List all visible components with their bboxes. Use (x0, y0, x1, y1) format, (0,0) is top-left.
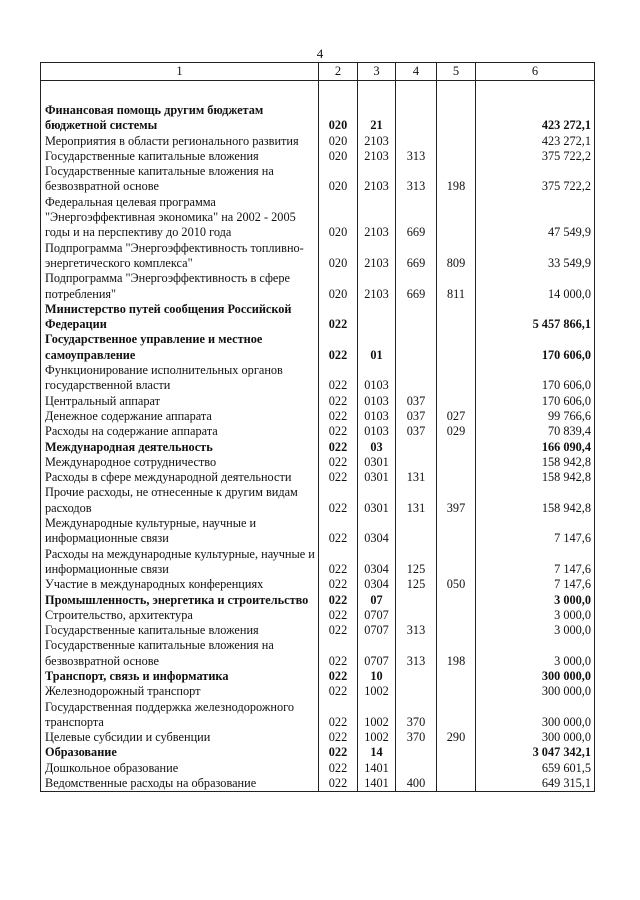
row-code-expense (437, 745, 476, 760)
row-amount: 3 000,0 (476, 623, 595, 638)
row-code-expense (437, 608, 476, 623)
row-code-section: 022 (319, 516, 358, 547)
table-row (41, 363, 595, 394)
row-code-expense: 290 (437, 730, 476, 745)
row-code-target: 037 (396, 409, 437, 424)
table-row (41, 485, 595, 516)
row-code-target: 037 (396, 424, 437, 439)
row-code-section: 022 (319, 776, 358, 792)
row-code-subsection: 1002 (358, 684, 396, 699)
row-code-target (396, 684, 437, 699)
table-row (41, 134, 595, 149)
row-code-subsection: 0103 (358, 424, 396, 439)
row-code-expense: 809 (437, 241, 476, 272)
row-code-expense (437, 684, 476, 699)
row-name: Транспорт, связь и информатика (41, 669, 319, 684)
table-row (41, 409, 595, 424)
row-code-section: 022 (319, 684, 358, 699)
row-code-target (396, 593, 437, 608)
row-amount: 170 606,0 (476, 363, 595, 394)
row-amount: 659 601,5 (476, 761, 595, 776)
row-code-target (396, 608, 437, 623)
row-amount: 375 722,2 (476, 164, 595, 195)
header-col-2: 2 (319, 63, 358, 81)
row-code-subsection: 14 (358, 745, 396, 760)
row-code-expense: 050 (437, 577, 476, 592)
row-amount: 158 942,8 (476, 470, 595, 485)
row-code-expense (437, 669, 476, 684)
row-amount: 7 147,6 (476, 516, 595, 547)
row-code-expense (437, 394, 476, 409)
table-row (41, 302, 595, 333)
row-code-target (396, 440, 437, 455)
row-code-subsection: 1401 (358, 761, 396, 776)
table-row (41, 516, 595, 547)
row-name: Государственные капитальные вложения на безвозвратной основе (41, 638, 319, 669)
row-name: Промышленность, энергетика и строительство (41, 593, 319, 608)
table-row (41, 761, 595, 776)
row-amount: 170 606,0 (476, 332, 595, 363)
row-name: Подпрограмма "Энергоэффективность в сфере потребления" (41, 271, 319, 302)
row-code-expense (437, 440, 476, 455)
row-amount: 3 047 342,1 (476, 745, 595, 760)
row-name: Прочие расходы, не отнесенные к другим видам расходов (41, 485, 319, 516)
row-code-subsection: 10 (358, 669, 396, 684)
row-code-section: 022 (319, 730, 358, 745)
row-code-subsection: 0103 (358, 409, 396, 424)
row-code-section: 022 (319, 302, 358, 333)
row-code-expense: 198 (437, 164, 476, 195)
row-amount: 300 000,0 (476, 684, 595, 699)
row-code-target (396, 516, 437, 547)
row-code-subsection: 0707 (358, 623, 396, 638)
row-amount: 300 000,0 (476, 700, 595, 731)
row-code-section: 020 (319, 103, 358, 134)
row-code-section: 022 (319, 577, 358, 592)
row-amount: 3 000,0 (476, 608, 595, 623)
row-code-subsection: 1002 (358, 730, 396, 745)
row-amount: 300 000,0 (476, 730, 595, 745)
row-code-expense: 397 (437, 485, 476, 516)
row-code-section: 022 (319, 332, 358, 363)
row-name: Ведомственные расходы на образование (41, 776, 319, 792)
row-amount: 5 457 866,1 (476, 302, 595, 333)
row-name: Государственное управление и местное самоуправление (41, 332, 319, 363)
header-col-3: 3 (358, 63, 396, 81)
row-code-target: 125 (396, 577, 437, 592)
row-amount: 99 766,6 (476, 409, 595, 424)
row-code-section: 022 (319, 745, 358, 760)
row-code-target: 370 (396, 700, 437, 731)
row-code-target: 313 (396, 149, 437, 164)
row-name: Функционирование исполнительных органов государственной власти (41, 363, 319, 394)
row-name: Министерство путей сообщения Российской Федерации (41, 302, 319, 333)
table-row (41, 271, 595, 302)
row-code-target: 669 (396, 195, 437, 241)
row-code-subsection: 0707 (358, 638, 396, 669)
row-code-section: 022 (319, 638, 358, 669)
row-name: Финансовая помощь другим бюджетам бюджетной системы (41, 103, 319, 134)
spacer-cell (41, 81, 319, 104)
table-row (41, 149, 595, 164)
row-code-section: 022 (319, 700, 358, 731)
row-name: Образование (41, 745, 319, 760)
row-code-target: 370 (396, 730, 437, 745)
row-code-section: 020 (319, 271, 358, 302)
table-row (41, 593, 595, 608)
row-code-subsection: 1002 (358, 700, 396, 731)
row-amount: 3 000,0 (476, 638, 595, 669)
row-amount: 3 000,0 (476, 593, 595, 608)
row-code-subsection: 2103 (358, 241, 396, 272)
row-code-subsection: 0707 (358, 608, 396, 623)
table-row (41, 745, 595, 760)
row-code-section: 022 (319, 761, 358, 776)
row-amount: 47 549,9 (476, 195, 595, 241)
row-code-section: 020 (319, 195, 358, 241)
row-code-target (396, 363, 437, 394)
row-code-subsection: 0103 (358, 363, 396, 394)
row-code-section: 022 (319, 470, 358, 485)
row-code-subsection: 21 (358, 103, 396, 134)
row-name: Целевые субсидии и субвенции (41, 730, 319, 745)
row-amount: 375 722,2 (476, 149, 595, 164)
row-name: Международное сотрудничество (41, 455, 319, 470)
row-code-expense (437, 195, 476, 241)
row-code-target: 037 (396, 394, 437, 409)
row-amount: 158 942,8 (476, 485, 595, 516)
row-code-target (396, 455, 437, 470)
row-name: Расходы в сфере международной деятельности (41, 470, 319, 485)
budget-table (40, 62, 595, 792)
row-code-expense: 811 (437, 271, 476, 302)
row-code-expense (437, 470, 476, 485)
row-code-section: 022 (319, 394, 358, 409)
row-amount: 649 315,1 (476, 776, 595, 792)
row-code-target: 313 (396, 623, 437, 638)
row-name: Железнодорожный транспорт (41, 684, 319, 699)
row-amount: 7 147,6 (476, 577, 595, 592)
table-row (41, 577, 595, 592)
row-code-subsection: 0301 (358, 455, 396, 470)
table-row (41, 547, 595, 578)
header-col-5: 5 (437, 63, 476, 81)
row-amount: 158 942,8 (476, 455, 595, 470)
row-code-expense: 029 (437, 424, 476, 439)
row-name: Центральный аппарат (41, 394, 319, 409)
row-code-section: 022 (319, 547, 358, 578)
row-code-subsection: 2103 (358, 134, 396, 149)
row-name: Государственная поддержка железнодорожного транспорта (41, 700, 319, 731)
row-code-target: 313 (396, 164, 437, 195)
row-code-expense (437, 149, 476, 164)
row-code-section: 020 (319, 241, 358, 272)
table-row (41, 638, 595, 669)
table-body (41, 81, 595, 792)
row-name: Подпрограмма "Энергоэффективность топливно-энергетического комплекса" (41, 241, 319, 272)
row-name: Мероприятия в области регионального развития (41, 134, 319, 149)
row-code-expense (437, 700, 476, 731)
row-name: Международные культурные, научные и информационные связи (41, 516, 319, 547)
row-code-target: 669 (396, 271, 437, 302)
header-col-1: 1 (41, 63, 319, 81)
table-row (41, 700, 595, 731)
header-row (41, 63, 595, 81)
row-amount: 166 090,4 (476, 440, 595, 455)
row-code-target (396, 332, 437, 363)
table-row (41, 776, 595, 792)
row-code-target: 131 (396, 485, 437, 516)
spacer-cell (476, 81, 595, 104)
row-code-target: 313 (396, 638, 437, 669)
row-code-subsection: 2103 (358, 149, 396, 164)
spacer-cell (319, 81, 358, 104)
table-row (41, 394, 595, 409)
row-code-section: 022 (319, 455, 358, 470)
row-code-section: 022 (319, 424, 358, 439)
row-code-subsection: 0304 (358, 516, 396, 547)
row-code-target (396, 103, 437, 134)
table-row (41, 241, 595, 272)
row-name: Государственные капитальные вложения (41, 623, 319, 638)
row-code-target (396, 761, 437, 776)
row-amount: 70 839,4 (476, 424, 595, 439)
row-code-section: 020 (319, 149, 358, 164)
row-code-target: 669 (396, 241, 437, 272)
row-code-subsection: 03 (358, 440, 396, 455)
table-row (41, 195, 595, 241)
row-name: Денежное содержание аппарата (41, 409, 319, 424)
table-row (41, 440, 595, 455)
row-name: Международная деятельность (41, 440, 319, 455)
row-name: Федеральная целевая программа "Энергоэффективная экономика" на 2002 - 2005 годы и на перспективу до 2010 года (41, 195, 319, 241)
row-code-expense (437, 363, 476, 394)
row-code-subsection: 01 (358, 332, 396, 363)
table-row (41, 623, 595, 638)
row-code-expense: 027 (437, 409, 476, 424)
row-code-subsection: 1401 (358, 776, 396, 792)
row-code-expense (437, 516, 476, 547)
row-code-subsection: 0304 (358, 577, 396, 592)
table-row (41, 103, 595, 134)
row-name: Участие в международных конференциях (41, 577, 319, 592)
row-code-expense (437, 761, 476, 776)
header-col-6: 6 (476, 63, 595, 81)
row-amount: 170 606,0 (476, 394, 595, 409)
row-name: Государственные капитальные вложения на безвозвратной основе (41, 164, 319, 195)
row-code-expense (437, 332, 476, 363)
row-amount: 33 549,9 (476, 241, 595, 272)
row-amount: 300 000,0 (476, 669, 595, 684)
row-amount: 7 147,6 (476, 547, 595, 578)
row-code-section: 022 (319, 593, 358, 608)
page-number: 4 (316, 46, 324, 61)
row-code-subsection: 0301 (358, 470, 396, 485)
row-code-expense (437, 593, 476, 608)
row-code-section: 022 (319, 440, 358, 455)
table-row (41, 455, 595, 470)
row-code-section: 022 (319, 363, 358, 394)
row-amount: 14 000,0 (476, 271, 595, 302)
row-code-section: 020 (319, 164, 358, 195)
table-row (41, 684, 595, 699)
row-code-section: 022 (319, 669, 358, 684)
row-code-subsection: 07 (358, 593, 396, 608)
row-code-target (396, 302, 437, 333)
row-name: Расходы на содержание аппарата (41, 424, 319, 439)
table-row (41, 332, 595, 363)
row-code-subsection: 2103 (358, 164, 396, 195)
row-code-subsection (358, 302, 396, 333)
row-code-subsection: 2103 (358, 271, 396, 302)
row-code-subsection: 2103 (358, 195, 396, 241)
row-name: Государственные капитальные вложения (41, 149, 319, 164)
row-code-expense (437, 134, 476, 149)
row-name: Расходы на международные культурные, научные и информационные связи (41, 547, 319, 578)
table-header (41, 63, 595, 81)
row-code-expense (437, 547, 476, 578)
row-amount: 423 272,1 (476, 103, 595, 134)
row-code-section: 022 (319, 623, 358, 638)
row-code-subsection: 0304 (358, 547, 396, 578)
row-code-expense (437, 302, 476, 333)
row-amount: 423 272,1 (476, 134, 595, 149)
row-code-target (396, 669, 437, 684)
row-code-target: 125 (396, 547, 437, 578)
table-row (41, 608, 595, 623)
spacer-cell (396, 81, 437, 104)
spacer-cell (358, 81, 396, 104)
row-code-target (396, 134, 437, 149)
row-code-section: 022 (319, 608, 358, 623)
row-code-target: 131 (396, 470, 437, 485)
row-code-expense (437, 103, 476, 134)
row-name: Строительство, архитектура (41, 608, 319, 623)
row-name: Дошкольное образование (41, 761, 319, 776)
table-row (41, 424, 595, 439)
row-code-expense (437, 776, 476, 792)
header-col-4: 4 (396, 63, 437, 81)
row-code-section: 022 (319, 409, 358, 424)
row-code-subsection: 0301 (358, 485, 396, 516)
table-row (41, 470, 595, 485)
row-code-section: 022 (319, 485, 358, 516)
row-code-expense (437, 623, 476, 638)
table-row (41, 164, 595, 195)
table-spacer-row (41, 81, 595, 104)
spacer-cell (437, 81, 476, 104)
row-code-section: 020 (319, 134, 358, 149)
row-code-subsection: 0103 (358, 394, 396, 409)
row-code-expense: 198 (437, 638, 476, 669)
row-code-target: 400 (396, 776, 437, 792)
table-row (41, 730, 595, 745)
row-code-target (396, 745, 437, 760)
table-row (41, 669, 595, 684)
row-code-expense (437, 455, 476, 470)
